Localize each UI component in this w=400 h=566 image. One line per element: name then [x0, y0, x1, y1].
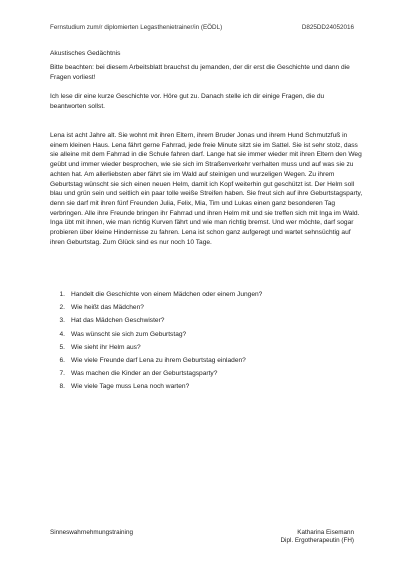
list-item [50, 290, 350, 303]
header-document-id: D825DD24052016 [301, 24, 354, 31]
footer-author-title: Dipl. Ergotherapeutin (FH) [280, 537, 354, 545]
question-number: 6. [59, 356, 65, 364]
question-text: Hat das Mädchen Geschwister? [71, 317, 165, 325]
question-number: 4. [59, 330, 65, 338]
list-item [50, 330, 350, 343]
story-text: Lena ist acht Jahre alt. Sie wohnt mit ihren Eltern, ihrem Bruder Jonas und ihrem Hund Schmutzfuß in einem kleinen Haus. Lena fährt gerne Fahrrad, jede freie Minute sitzt sie im Sattel. Sie ist sehr stolz, dass sie alleine mit dem Fahrrad in die Schule fahren darf. Lange hat sie immer wieder mit ihren Eltern den Weg geübt und immer wieder besprochen, wie sie sich im Straßenverkehr verhalten muss und auf was sie zu achten hat. Am allerliebsten aber fährt sie im Wald auf steinigen und wurzeligen Wegen. Zu ihrem Geburtstag wünscht sie sich einen neuen Helm, damit ich Kopf weiterhin gut geschützt ist. Der Helm soll blau und grün sein und seitlich ein paar tolle weiße Streifen haben. Sie freut sich auf ihre Geburtstagsparty, denn sie darf mit ihren fünf Freunden Julia, Felix, Mia, Tim und Lukas einen ganz besonderen Tag verbringen. Alle ihre Freunde bringen ihr Fahrrad und ihren Helm mit und sie treffen sich mit Inga im Wald. Inga übt mit ihnen, wie man richtig Kurven fährt und wie man richtig bremst. Und wer möchte, darf sogar probieren über kleine Hindernisse zu fahren. Lena ist schon ganz aufgeregt und wartet sehnsüchtig auf ihren Geburtstag. Zum Glück sind es nur noch 10 Tage. [50, 132, 363, 246]
list-item [50, 356, 350, 369]
question-text: Wie viele Tage muss Lena noch warten? [71, 383, 190, 391]
list-item [50, 316, 350, 329]
page-header [50, 24, 354, 31]
list-item [50, 382, 350, 395]
list-item [50, 369, 350, 382]
list-item [50, 303, 350, 316]
question-number: 5. [59, 343, 65, 351]
question-text: Wie viele Freunde darf Lena zu ihrem Geburtstag einladen? [71, 356, 246, 364]
footer-topic: Sinneswahrnehmungstraining [50, 529, 133, 536]
question-text: Handelt die Geschichte von einem Mädchen oder einem Jungen? [71, 291, 263, 298]
question-number: 1. [59, 291, 65, 298]
worksheet-heading: Akustisches Gedächtnis [50, 50, 121, 57]
question-text: Was wünscht sie sich zum Geburtstag? [71, 330, 187, 338]
question-list [50, 290, 350, 396]
list-item [50, 343, 350, 356]
instruction-intro: Ich lese dir eine kurze Geschichte vor. Höre gut zu. Danach stelle ich dir einige Fragen, die du beantworten sollst. [50, 93, 325, 110]
footer-author-name: Katharina Eisemann [297, 529, 354, 536]
question-text: Wie heißt das Mädchen? [71, 304, 144, 312]
footer-author [281, 529, 355, 546]
question-number: 3. [59, 317, 65, 325]
instruction-note: Bitte beachten: bei diesem Arbeitsblatt brauchst du jemanden, der dir erst die Geschichte und dann die Fragen vorliest! [50, 64, 350, 81]
header-course-title: Fernstudium zum/r diplomierten Legasthenietrainer/in (EÖDL) [50, 24, 223, 31]
question-number: 2. [59, 304, 65, 312]
question-text: Wie sieht ihr Helm aus? [71, 343, 141, 351]
question-number: 8. [59, 383, 65, 391]
question-text: Was machen die Kinder an der Geburtstagsparty? [71, 370, 218, 378]
question-number: 7. [59, 370, 65, 378]
